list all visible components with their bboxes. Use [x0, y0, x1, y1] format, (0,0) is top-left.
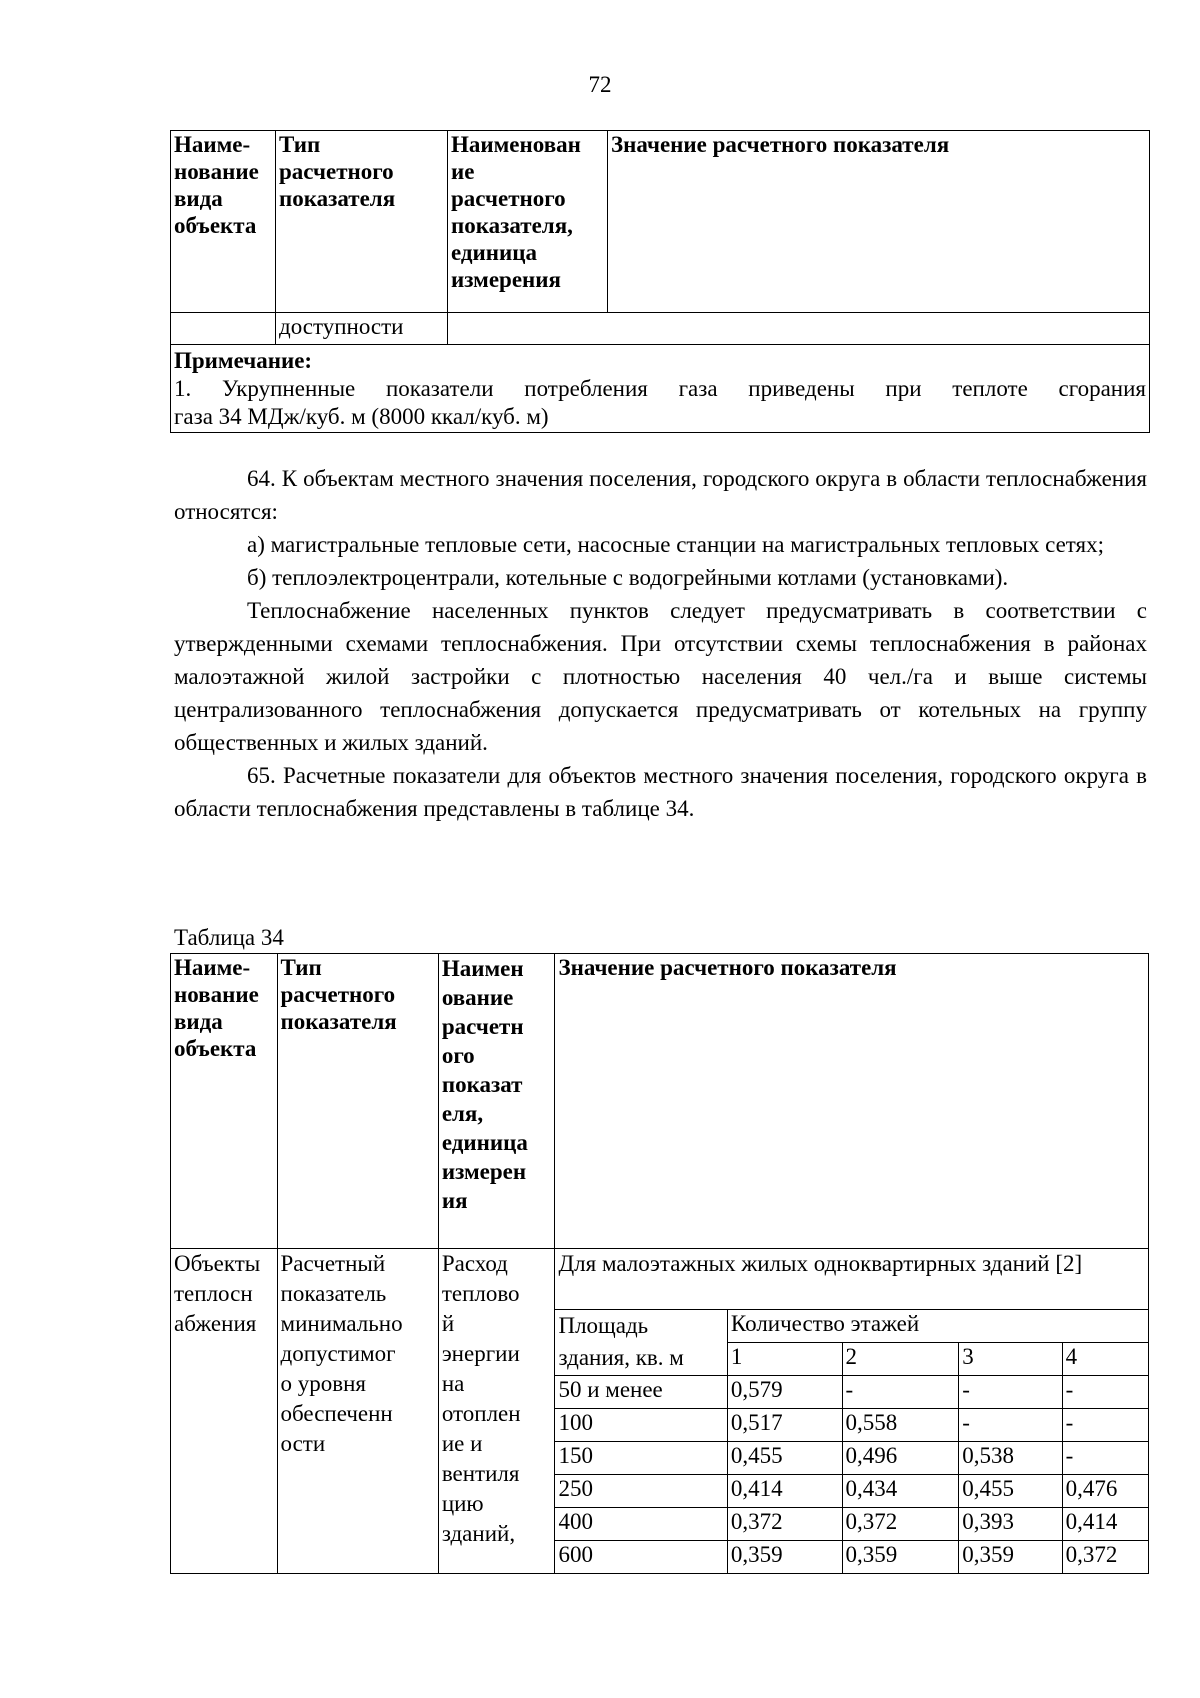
t34-header-indicator-value: Значение расчетного показателя	[555, 954, 1149, 1249]
note-cell	[171, 345, 1150, 433]
t34-area: 50 и менее	[555, 1376, 727, 1409]
t34-floor-3: 3	[959, 1343, 1062, 1376]
t34-floors-header: Количество этажей	[727, 1310, 1148, 1343]
t34-area-header: Площадь здания, кв. м	[555, 1310, 727, 1376]
paragraph-heat-supply: Теплоснабжение населенных пунктов следует предусматривать в соответствии с утвержденными схемами теплоснабжения. При отсутствии схемы теплоснабжения в районах малоэтажной жилой застройки с плотностью населения 40 чел./га и выше системы централизованного теплоснабжения допускается предусматривать от котельных на группу общественных и жилых зданий.	[174, 598, 1147, 755]
header-indicator-value: Значение расчетного показателя	[608, 131, 1150, 313]
t34-value: 0,434	[842, 1475, 959, 1508]
t34-value: 0,538	[959, 1442, 1062, 1475]
t34-value: 0,359	[727, 1541, 842, 1574]
t34-value: 0,414	[1062, 1508, 1148, 1541]
header-indicator-type: Тип расчетного показателя	[276, 131, 448, 313]
t34-value: 0,372	[842, 1508, 959, 1541]
paragraph-65: 65. Расчетные показатели для объектов местного значения поселения, городского округа в области теплоснабжения представлены в таблице 34.	[174, 763, 1147, 821]
t34-value: -	[959, 1376, 1062, 1409]
t34-header-object-name: Наиме- нование вида объекта	[171, 954, 278, 1249]
empty-cell	[171, 313, 276, 345]
t34-header-indicator-name: Наимен ование расчетн ого показат еля, единица измерен ия	[438, 954, 555, 1249]
note-title: Примечание:	[174, 348, 313, 373]
header-indicator-name: Наименован ие расчетного показателя, единица измерения	[448, 131, 608, 313]
page-number: 72	[588, 72, 612, 97]
paragraph-64b: б) теплоэлектроцентрали, котельные с водогрейными котлами (установками).	[247, 565, 1009, 590]
t34-value: 0,579	[727, 1376, 842, 1409]
note-text-line1: 1. Укрупненные показатели потребления газа приведены при теплоте сгорания	[174, 376, 1146, 401]
t34-area: 150	[555, 1442, 727, 1475]
t34-subtitle: Для малоэтажных жилых одноквартирных зданий [2]	[555, 1249, 1149, 1310]
t34-area: 250	[555, 1475, 727, 1508]
t34-value: 0,359	[959, 1541, 1062, 1574]
t34-floor-1: 1	[727, 1343, 842, 1376]
t34-area: 400	[555, 1508, 727, 1541]
t34-value: 0,455	[959, 1475, 1062, 1508]
note-text-line2: газа 34 МДж/куб. м (8000 ккал/куб. м)	[174, 404, 549, 429]
t34-value: 0,372	[1062, 1541, 1148, 1574]
t34-value: 0,372	[727, 1508, 842, 1541]
t34-area: 100	[555, 1409, 727, 1442]
table-caption: Таблица 34	[174, 925, 284, 950]
t34-value: -	[842, 1376, 959, 1409]
t34-value: -	[1062, 1376, 1148, 1409]
t34-value: 0,455	[727, 1442, 842, 1475]
t34-value: 0,476	[1062, 1475, 1148, 1508]
t34-value: 0,393	[959, 1508, 1062, 1541]
t34-floor-2: 2	[842, 1343, 959, 1376]
body-text	[174, 462, 1147, 825]
t34-header-indicator-type: Тип расчетного показателя	[277, 954, 438, 1249]
t34-indicator-type: Расчетный показатель минимально допустимог о уровня обеспеченн ости	[277, 1249, 438, 1574]
header-object-name: Наиме- нование вида объекта	[171, 131, 276, 313]
t34-value: -	[1062, 1409, 1148, 1442]
paragraph-64a: а) магистральные тепловые сети, насосные станции на магистральных тепловых сетях;	[247, 532, 1105, 557]
empty-cell	[448, 313, 1150, 345]
t34-object-name: Объекты теплосн абжения	[171, 1249, 278, 1574]
t34-floor-4: 4	[1062, 1343, 1148, 1376]
table-34	[170, 953, 1149, 1574]
t34-value: 0,558	[842, 1409, 959, 1442]
t34-area: 600	[555, 1541, 727, 1574]
paragraph-64: 64. К объектам местного значения поселения, городского округа в области теплоснабжения относятся:	[174, 466, 1147, 524]
t34-indicator-name: Расход теплово й энергии на отоплен ие и вентиля цию зданий,	[438, 1249, 555, 1574]
t34-value: -	[959, 1409, 1062, 1442]
continuation-cell: доступности	[276, 313, 448, 345]
t34-value: 0,496	[842, 1442, 959, 1475]
t34-value: 0,414	[727, 1475, 842, 1508]
t34-value: -	[1062, 1442, 1148, 1475]
t34-value: 0,359	[842, 1541, 959, 1574]
t34-value: 0,517	[727, 1409, 842, 1442]
top-table	[170, 130, 1150, 433]
